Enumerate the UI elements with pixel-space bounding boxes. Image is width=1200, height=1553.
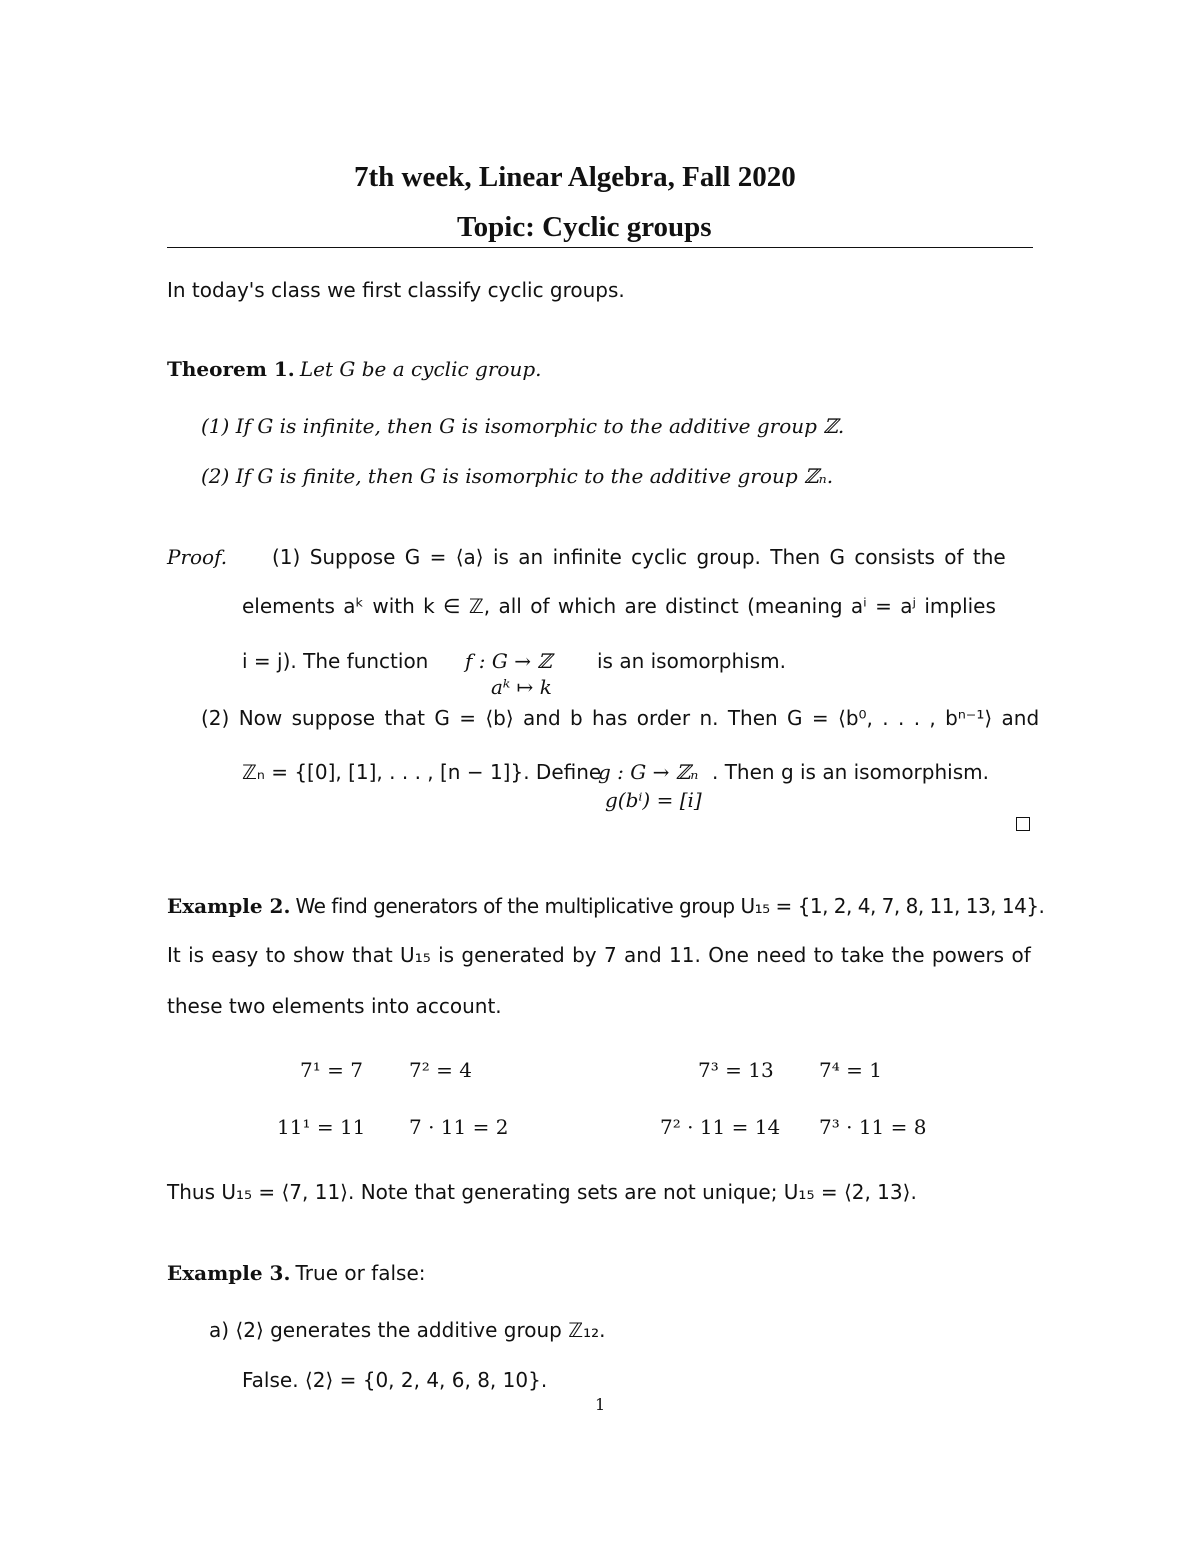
proof-1-line-3: i = j). The function — [242, 649, 429, 673]
intro-text: In today's class we first classify cyclic groups. — [167, 278, 625, 302]
proof-1-map-bottom: aᵏ ↦ k — [491, 675, 552, 699]
example-3-answer-a: False. ⟨2⟩ = {0, 2, 4, 6, 8, 10}. — [242, 1368, 548, 1392]
proof-1-line-2: elements aᵏ with k ∈ ℤ, all of which are distinct (meaning aⁱ = aʲ implies — [242, 594, 996, 618]
proof-2-end: . Then g is an isomorphism. — [712, 760, 989, 784]
header-rule — [167, 247, 1033, 248]
topic-heading: Topic: Cyclic groups — [457, 211, 712, 243]
qed-square-icon — [1016, 817, 1030, 831]
example-2-label: Example 2. — [167, 894, 291, 918]
power-cell: 7² = 4 — [409, 1058, 472, 1082]
power-cell: 7 · 11 = 2 — [409, 1115, 509, 1139]
power-cell: 7³ = 13 — [698, 1058, 774, 1082]
theorem-item-2: (2) If G is finite, then G is isomorphic to the additive group ℤₙ. — [201, 464, 834, 488]
example-2-line-3: these two elements into account. — [167, 994, 502, 1018]
theorem-1 — [167, 359, 541, 379]
proof-label: Proof. — [167, 545, 228, 569]
proof-2-map-top: g : G → ℤₙ — [598, 760, 699, 784]
document-title: 7th week, Linear Algebra, Fall 2020 — [354, 161, 796, 193]
example-3-heading — [167, 1263, 426, 1283]
power-cell: 7⁴ = 1 — [819, 1058, 882, 1082]
power-cell: 11¹ = 11 — [277, 1115, 366, 1139]
example-2-line-2: It is easy to show that U₁₅ is generated by 7 and 11. One need to take the powers of — [167, 943, 1031, 967]
example-3-intro: True or false: — [295, 1261, 426, 1285]
proof-2-line-2: ℤₙ = {[0], [1], . . . , [n − 1]}. Define — [242, 760, 602, 784]
example-2-conclusion: Thus U₁₅ = ⟨7, 11⟩. Note that generating sets are not unique; U₁₅ = ⟨2, 13⟩. — [167, 1180, 917, 1204]
example-2-text-1: We find generators of the multiplicative group U₁₅ = {1, 2, 4, 7, 8, 11, 13, 14}. — [295, 894, 1045, 918]
theorem-item-1: (1) If G is infinite, then G is isomorphic to the additive group ℤ. — [201, 414, 845, 438]
theorem-label: Theorem 1. — [167, 357, 295, 381]
page-number: 1 — [595, 1395, 606, 1414]
proof-1-end: is an isomorphism. — [597, 649, 786, 673]
proof-2-map-bottom: g(bⁱ) = [i] — [605, 788, 702, 812]
proof-1-map-top: f : G → ℤ — [465, 649, 552, 673]
example-2-line-1 — [167, 896, 1044, 916]
example-3-label: Example 3. — [167, 1261, 291, 1285]
proof-1-line-1: (1) Suppose G = ⟨a⟩ is an infinite cyclic group. Then G consists of the — [272, 545, 1006, 569]
power-cell: 7² · 11 = 14 — [660, 1115, 781, 1139]
power-cell: 7¹ = 7 — [300, 1058, 363, 1082]
example-3-item-a: a) ⟨2⟩ generates the additive group ℤ₁₂. — [209, 1318, 606, 1342]
theorem-statement: Let G be a cyclic group. — [299, 357, 542, 381]
proof-2-line-1: (2) Now suppose that G = ⟨b⟩ and b has order n. Then G = ⟨b⁰, . . . , bⁿ⁻¹⟩ and — [201, 706, 1040, 730]
power-cell: 7³ · 11 = 8 — [819, 1115, 927, 1139]
